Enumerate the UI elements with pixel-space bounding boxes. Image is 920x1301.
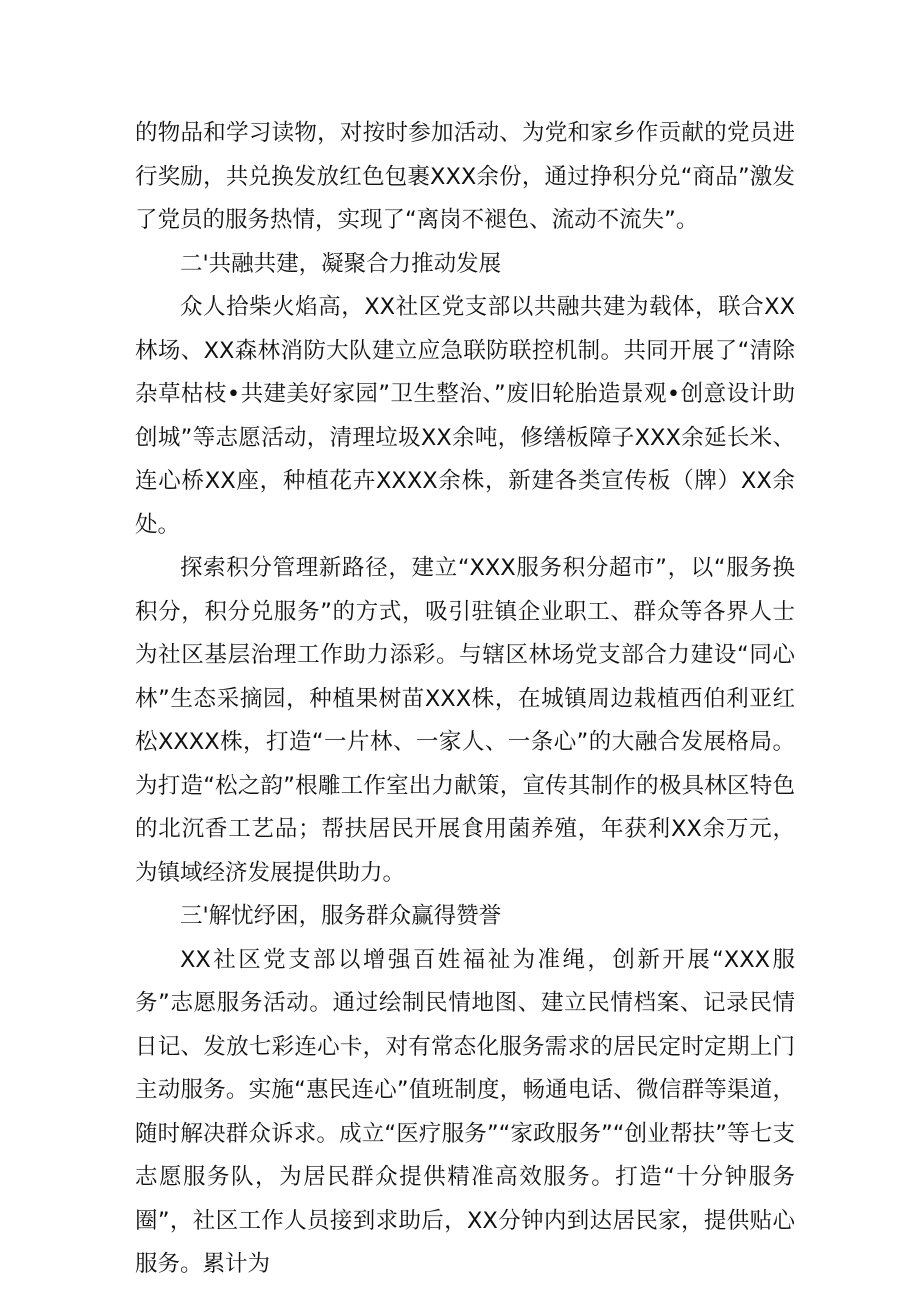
paragraph-continuation: 的物品和学习读物，对按时参加活动、为党和家乡作贡献的党员进行奖励，共兑换发放红色包裹XXX余份，通过挣积分兑“商品”激发了党员的服务热情，实现了“离岗不褪色、流动不流失”。 <box>135 120 795 233</box>
paragraph-cobuild: 众人拾柴火焰高，XX社区党支部以共融共建为载体，联合XX林场、XX森林消防大队建立应急联防联控机制。共同开展了“清除杂草枯枝•共建美好家园”卫生整治、”废旧轮胎造景观•创意设计助创城”等志愿活动，清理垃圾XX余吨，修缮板障子XXX余延长米、连心桥XX座，种植花卉XXXX余株，新建各类宣传板（牌）XX余处。 <box>135 294 795 538</box>
paragraph-service: XX社区党支部以增强百姓福祉为准绳，创新开展“XXX服务”志愿服务活动。通过绘制民情地图、建立民情档案、记录民情日记、发放七彩连心卡，对有常态化服务需求的居民定时定期上门主动服务。实施“惠民连心”值班制度，畅通电话、微信群等渠道，随时解决群众诉求。成立“医疗服务”“家政服务”“创业帮扶”等七支志愿服务队，为居民群众提供精准高效服务。打造“十分钟服务圈”，社区工作人员接到求助后，XX分钟内到达居民家，提供贴心服务。累计为 <box>135 946 795 1277</box>
paragraph-points-supermarket: 探索积分管理新路径，建立“XXX服务积分超市”，以“服务换积分，积分兑服务”的方式，吸引驻镇企业职工、群众等各界人士为社区基层治理工作助力添彩。与辖区林场党支部合力建设“同心林”生态采摘园，种植果树苗XXX株，在城镇周边栽植西伯利亚红松XXXX株，打造“一片林、一家人、一条心”的大融合发展格局。为打造“松之韵”根雕工作室出力献策，宣传其制作的极具林区特色的北沉香工艺品；帮扶居民开展食用菌养殖，年获利XX余万元，为镇域经济发展提供助力。 <box>135 555 795 886</box>
section-heading-2: 二'共融共建，凝聚合力推动发展 <box>180 250 502 277</box>
section-heading-3: 三'解忧纾困，服务群众赢得赞誉 <box>180 903 502 929</box>
document-body <box>135 112 795 1287</box>
